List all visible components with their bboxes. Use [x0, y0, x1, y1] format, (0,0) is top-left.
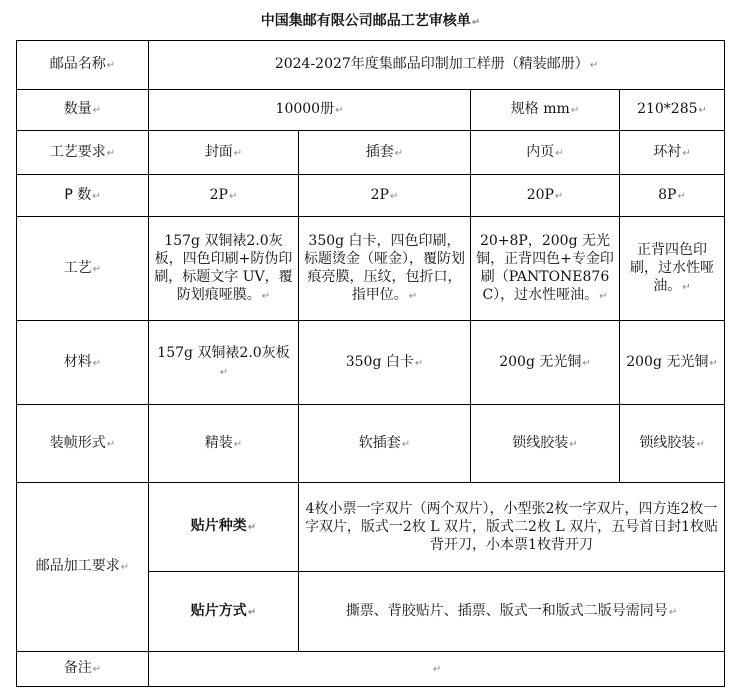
- cell-material-endpaper: 200g 无光铜↵: [620, 321, 725, 405]
- cell-craft-endpaper: 正背四色印刷，过水性哑油。↵: [620, 217, 725, 321]
- cell-p-cover: 2P↵: [149, 175, 299, 217]
- cell-qty-value: 10000册↵: [149, 90, 471, 131]
- review-table: [16, 40, 725, 687]
- cell-req-cover: 封面↵: [149, 131, 299, 175]
- cell-binding-sleeve: 软插套↵: [299, 405, 471, 483]
- row-process-requirement: [17, 131, 725, 175]
- cell-processing-label: 邮品加工要求↵: [17, 483, 149, 652]
- cell-craft-inner: 20+8P，200g 无光铜，正背四色+专金印刷（PANTONE876C），过水性哑油。↵: [471, 217, 620, 321]
- cell-binding-label: 装帧形式↵: [17, 405, 149, 483]
- cell-sticker-type-label: 贴片种类↵: [149, 483, 299, 572]
- row-material: [17, 321, 725, 405]
- cell-name-label: 邮品名称↵: [17, 41, 149, 90]
- paragraph-mark-icon: ↵: [471, 17, 481, 28]
- cell-binding-cover: 精装↵: [149, 405, 299, 483]
- cell-binding-endpaper: 锁线胶装↵: [620, 405, 725, 483]
- row-remark: [17, 652, 725, 687]
- row-quantity: [17, 90, 725, 131]
- cell-p-sleeve: 2P↵: [299, 175, 471, 217]
- form-title: 中国集邮有限公司邮品工艺审核单↵: [260, 13, 481, 29]
- cell-material-label: 材料↵: [17, 321, 149, 405]
- row-craft: [17, 217, 725, 321]
- cell-p-inner: 20P↵: [471, 175, 620, 217]
- cell-craft-sleeve: 350g 白卡，四色印刷，标题烫金（哑金），覆防划痕亮膜，压纹，包折口，指甲位。↵: [299, 217, 471, 321]
- cell-binding-inner: 锁线胶装↵: [471, 405, 620, 483]
- row-sticker-type: [17, 483, 725, 572]
- cell-material-inner: 200g 无光铜↵: [471, 321, 620, 405]
- cell-p-label: P 数↵: [17, 175, 149, 217]
- cell-spec-value: 210*285↵: [620, 90, 725, 131]
- cell-p-endpaper: 8P↵: [620, 175, 725, 217]
- cell-req-endpaper: 环衬↵: [620, 131, 725, 175]
- row-product-name: [17, 41, 725, 90]
- cell-req-sleeve: 插套↵: [299, 131, 471, 175]
- cell-material-cover: 157g 双铜裱2.0灰板↵: [149, 321, 299, 405]
- cell-sticker-method-value: 撕票、背胶贴片、插票、版式一和版式二版号需同号↵: [299, 572, 725, 652]
- cell-remark-label: 备注↵: [17, 652, 149, 687]
- cell-remark-value: ↵: [149, 652, 725, 687]
- cell-craft-cover: 157g 双铜裱2.0灰板，四色印刷+防伪印刷，标题文字 UV，覆防划痕哑膜。↵: [149, 217, 299, 321]
- row-binding: [17, 405, 725, 483]
- cell-req-inner: 内页↵: [471, 131, 620, 175]
- cell-craft-label: 工艺↵: [17, 217, 149, 321]
- cell-spec-label: 规格 mm↵: [471, 90, 620, 131]
- cell-qty-label: 数量↵: [17, 90, 149, 131]
- cell-material-sleeve: 350g 白卡↵: [299, 321, 471, 405]
- cell-sticker-type-value: 4枚小票一字双片（两个双片），小型张2枚一字双片，四方连2枚一字双片，版式一2枚 L 双片，版式二2枚 L 双片，五号首日封1枚贴背开刀，小本票1枚背开刀: [299, 483, 725, 572]
- row-page-count: [17, 175, 725, 217]
- cell-req-label: 工艺要求↵: [17, 131, 149, 175]
- cell-name-value: 2024-2027年度集邮品印制加工样册（精装邮册）↵: [149, 41, 725, 90]
- cell-sticker-method-label: 贴片方式↵: [149, 572, 299, 652]
